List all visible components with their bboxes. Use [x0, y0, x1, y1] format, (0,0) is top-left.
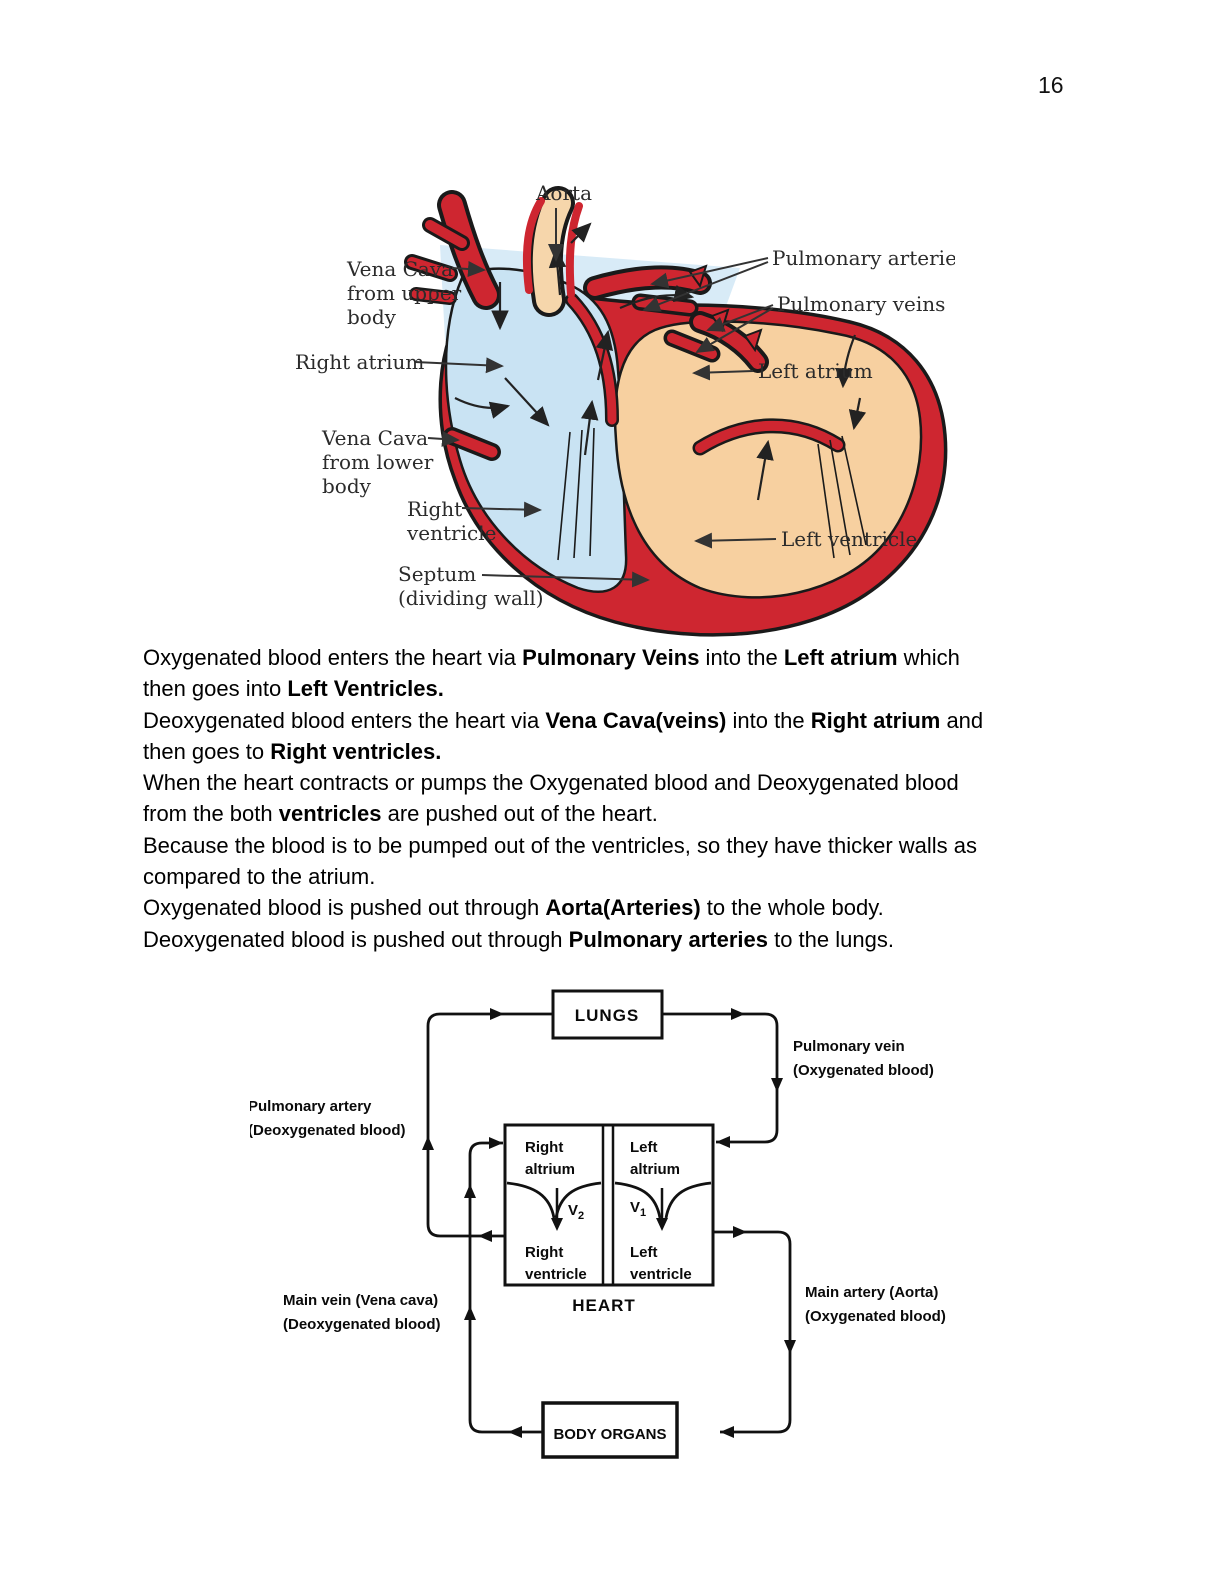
- text-line: [143, 736, 1153, 767]
- vena-cava-lower-label-line1: Vena Cava: [322, 426, 429, 450]
- text-line: [143, 798, 1153, 829]
- pulmonary-artery-label-line2: (Deoxygenated blood): [250, 1122, 406, 1139]
- left-atrium-label: Left atrium: [758, 359, 873, 383]
- right-ventricle-chamber-label-line2: ventricle: [525, 1266, 587, 1283]
- arrowhead-pulm-vein-down: [771, 1078, 783, 1092]
- vena-cava-lower-label-line2: from lower: [322, 450, 434, 474]
- right-atrium-chamber-label-line1: Right: [525, 1139, 564, 1156]
- page-number: 16: [1038, 72, 1064, 98]
- text-line: [143, 767, 1153, 798]
- valve-v1-base: V: [630, 1199, 641, 1216]
- body-organs-box-label: BODY ORGANS: [553, 1426, 667, 1443]
- left-ventricle-label: Left ventricle: [781, 527, 918, 551]
- arrowhead-lungs-out: [731, 1008, 745, 1020]
- arrowhead-into-right-atrium: [489, 1137, 503, 1149]
- text-segment-bold: ventricles: [278, 801, 382, 827]
- vena-cava-upper-label-line1: Vena Cava: [347, 257, 454, 281]
- text-segment: Deoxygenated blood is pushed out through: [143, 926, 569, 952]
- text-segment: and: [940, 707, 984, 733]
- text-segment: compared to the atrium.: [143, 864, 376, 890]
- text-line: [143, 642, 1153, 673]
- septum-label-line2: (dividing wall): [398, 586, 544, 610]
- text-segment: When the heart contracts or pumps the Oxygenated blood and Deoxygenated blood: [143, 770, 959, 796]
- main-artery-label-line1: Main artery (Aorta): [805, 1284, 939, 1301]
- pulmonary-vein-label-line1: Pulmonary vein: [793, 1038, 905, 1055]
- aorta-label: Aorta: [535, 181, 593, 205]
- main-vein-label-line1: Main vein (Vena cava): [283, 1292, 439, 1309]
- text-segment: Oxygenated blood enters the heart via: [143, 645, 523, 670]
- vena-cava-lower-label-line3: body: [322, 474, 371, 498]
- circulation-flow-figure: [250, 965, 970, 1485]
- text-segment: Because the blood is to be pumped out of the ventricles, so they have thicker walls as: [143, 832, 978, 858]
- arrowhead-aorta-down: [784, 1340, 796, 1354]
- body-text: [143, 642, 1153, 955]
- text-line: [143, 830, 1153, 861]
- right-atrium-label: Right atrium: [295, 350, 425, 374]
- left-ventricle-chamber-label-line1: Left: [630, 1244, 658, 1261]
- text-line: [143, 924, 1153, 955]
- text-line: [143, 861, 1153, 892]
- arrowhead-into-body: [720, 1426, 734, 1438]
- right-ventricle-label-line2: ventricle: [407, 521, 497, 545]
- text-line: [143, 673, 1153, 704]
- left-ventricle-chamber-label-line2: ventricle: [630, 1266, 692, 1283]
- valve-v2-sub: 2: [578, 1210, 585, 1222]
- text-segment-bold: Right ventricles.: [270, 738, 442, 764]
- right-ventricle-chamber-label-line1: Right: [525, 1244, 564, 1261]
- right-ventricle-label-line1: Right: [407, 497, 463, 521]
- arrowhead-lv-out: [733, 1226, 747, 1238]
- text-line: [143, 705, 1153, 736]
- text-segment-bold: Right atrium: [810, 707, 941, 733]
- text-segment: which: [897, 645, 960, 670]
- left-atrium-chamber-label-line1: Left: [630, 1139, 658, 1156]
- valve-v1-sub: 1: [640, 1207, 647, 1219]
- arrowhead-rv-out: [478, 1230, 492, 1242]
- text-segment: Oxygenated blood is pushed out through: [143, 895, 546, 921]
- main-vein-label-line2: (Deoxygenated blood): [283, 1316, 441, 1333]
- arrowhead-into-lungs: [490, 1008, 504, 1020]
- left-atrium-chamber-label-line2: altrium: [630, 1161, 681, 1178]
- text-segment: from the both: [143, 801, 279, 827]
- text-segment-bold: Pulmonary arteries: [568, 926, 768, 952]
- pulmonary-arteries-label: Pulmonary arteries: [772, 246, 955, 270]
- text-line: [143, 892, 1153, 923]
- circulation-flow-svg: [250, 965, 970, 1485]
- text-segment-bold: Left atrium: [783, 645, 898, 670]
- text-segment: then goes to: [143, 738, 271, 764]
- text-segment-bold: Aorta(Arteries): [545, 895, 701, 921]
- heart-caption: HEART: [572, 1296, 636, 1315]
- pulmonary-veins-label: Pulmonary veins: [777, 292, 946, 316]
- pulmonary-vein-line: [662, 1014, 777, 1142]
- text-segment: to the lungs.: [767, 926, 894, 952]
- pulmonary-vein-label-line2: (Oxygenated blood): [793, 1062, 934, 1079]
- heart-anatomy-svg: [285, 172, 955, 642]
- text-segment: into the: [699, 645, 784, 670]
- heart-anatomy-figure: [285, 172, 955, 642]
- arrowhead-vein-up-1: [464, 1184, 476, 1198]
- arrowhead-into-left-atrium: [716, 1136, 730, 1148]
- text-segment-bold: Left Ventricles.: [287, 676, 444, 702]
- arrowhead-body-out: [508, 1426, 522, 1438]
- text-segment: to the whole body.: [700, 895, 884, 921]
- arrowhead-pulm-artery-up: [422, 1136, 434, 1150]
- arrowhead-vein-up-2: [464, 1306, 476, 1320]
- lungs-box-label: LUNGS: [574, 1006, 640, 1025]
- main-artery-line: [713, 1232, 790, 1432]
- text-segment: Deoxygenated blood enters the heart via: [143, 707, 546, 733]
- valve-v2-base: V: [568, 1202, 579, 1219]
- text-segment: then goes into: [143, 676, 288, 702]
- pulmonary-artery-label-line1: Pulmonary artery: [250, 1098, 372, 1115]
- septum-label-line1: Septum: [398, 562, 477, 586]
- main-artery-label-line2: (Oxygenated blood): [805, 1308, 946, 1325]
- vena-cava-upper-label-line2: from upper: [347, 281, 462, 305]
- text-segment-bold: Pulmonary Veins: [522, 645, 700, 670]
- text-segment: into the: [726, 707, 811, 733]
- right-atrium-chamber-label-line2: altrium: [525, 1161, 576, 1178]
- text-segment-bold: Vena Cava(veins): [545, 707, 727, 733]
- vena-cava-upper-label-line3: body: [347, 305, 396, 329]
- text-segment: are pushed out of the heart.: [381, 801, 658, 827]
